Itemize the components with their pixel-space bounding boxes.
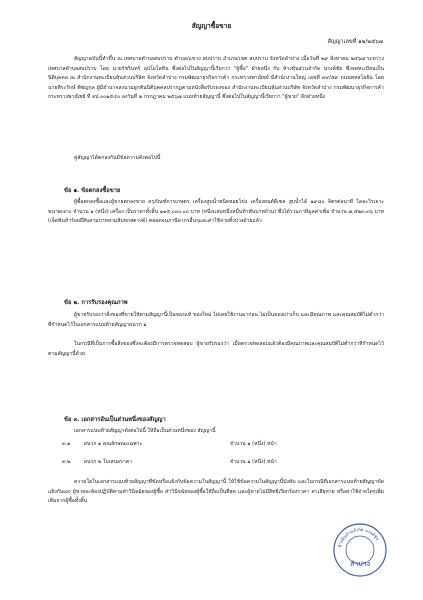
clause-3-heading: ข้อ ๓. เอกสารอันเป็นส่วนหนึ่งของสัญญา <box>64 417 166 423</box>
clause-1-heading: ข้อ ๑. ข้อตกลงซื้อขาย <box>64 188 121 194</box>
intro-paragraph: สัญญาฉบับนี้ทำขึ้น ณ เทศบาลตำบลสบปราบ ตำบล/แขวง สบปราบ อำเภอ/เขต สบปราบ จังหวัดลำปาง เมื่อวันที่ ๒๙ สิงหาคม ๒๕๖๗ ระหว่าง เทศบาลตำบลสบปราบ โดย นายรัชรินทร์ อุปโยโลทิน ซึ่งต่อไปในสัญญานี้เรียกว่า "ผู้ซื้อ" ฝ่ายหนึ่ง กับ ห้างหุ้นส่วนจำกัด นรงค์ชัย ซึ่งจดทะเบียนเป็นนิติบุคคล ณ สำนักงานทะเบียนหุ้นส่วนบริษัท จังหวัดลำปาง กรมพัฒนาธุรกิจการค้า กระทรวงพาณิชย์ มีสำนักงานใหญ่ เลขที่ ๓๙/๕๙ ถนนพหลโยธิน โดยนายพีระรักษ์ พิชญกุล ผู้มีอำนาจลงนามผูกพันนิติบุคคลปรากฏตามหนังสือรับรองของ สำนักงานทะเบียนหุ้นส่วนบริษัท จังหวัดลำปาง กรมพัฒนาธุรกิจการค้า กระทรวงพาณิชย์ ที่ ลป.๐๐๑๕๔๐ ลงวันที่ ๒ กรกฎาคม ๒๕๖๗ แนบท้ายสัญญานี้ ซึ่งต่อไปในสัญญานี้เรียกว่า "ผู้ขาย" อีกฝ่ายหนึ่ง <box>48 56 384 101</box>
annex-number: ๓.๒ <box>62 459 71 465</box>
clause-2-heading: ข้อ ๒. การรับรองคุณภาพ <box>64 300 128 306</box>
annex-number: ๓.๑ <box>62 441 71 447</box>
annex-row <box>62 458 362 468</box>
company-seal-stamp-icon <box>332 522 388 578</box>
document-title: สัญญาซื้อขาย <box>191 22 232 30</box>
clause-3-closing-paragraph: ความใดในเอกสารแนบท้ายสัญญาที่ขัดหรือแย้งกับข้อความในสัญญานี้ ให้ใช้ข้อความในสัญญานี้บังคับ และในกรณีที่เอกสารแนบท้ายสัญญาขัดแย้งกันเอง ผู้ขายจะต้องปฏิบัติตามคำวินิจฉัยของผู้ซื้อ คำวินิจฉัยของผู้ซื้อให้ถือเป็นที่สุด และผู้ขายไม่มีสิทธิเรียกร้องราคา ค่าเสียหาย หรือค่าใช้จ่ายใดๆเพิ่มเติมจากผู้ซื้อทั้งสิ้น <box>48 479 384 505</box>
stamp-ring-text: ห้างหุ้นส่วนจำกัด นรงค์ชัย <box>337 526 381 548</box>
annex-title: ผนวก ๑ คุณลักษณะเฉพาะ <box>84 441 143 447</box>
annex-page-count: จำนวน ๑ (หนึ่ง) หน้า <box>230 441 277 447</box>
clause-2-paragraph-2: ในกรณีที่เป็นการซื้อสิ่งของซึ่งจะต้องมีการตรวจทดสอบ ผู้ขายรับรองว่า เมื่อตรวจทดสอบแล้วต้องมีคุณภาพและคุณสมบัติไม่ต่ำกว่าที่กำหนดไว้ตามสัญญานี้ด้วย <box>48 341 384 357</box>
annex-page-count: จำนวน ๑ (หนึ่ง) หน้า <box>230 459 277 465</box>
annex-row <box>62 440 362 450</box>
clause-1-paragraph: ผู้ซื้อตกลงซื้อและผู้ขายตกลงขาย ครุภัณฑ์การเกษตร เครื่องสูบน้ำชนิดหอยโข่ง เครื่องยนต์ดีเซล สูบน้ำได้ ๑๙๘๐ ลิตรต่อนาที ไดอะวิรเจาะขนาดเจาะ จำนวน ๑ (หนึ่ง) เครื่อง เป็นราคาทั้งสิ้น ๑๑๕,๐๐๐.๐๐ บาท (หนึ่งแสนหนึ่งหมื่นห้าพันบาทถ้วน) ซึ่งได้รวมภาษีมูลค่าเพิ่ม จำนวน ๗,๕๒๓.๓๖ บาท (เจ็ดพันห้าร้อยยี่สิบสามบาทสามสิบหกสตางค์) ตลอดจนภาษีอากรอื่นๆและค่าใช้จ่ายทั้งปวงด้วยแล้ว <box>48 199 384 225</box>
agreement-line: คู่สัญญาได้ตกลงกันมีข้อความดังต่อไปนี้ <box>74 155 161 161</box>
contract-number: สัญญาเลขที่ ๑๒/๒๕๖๗ <box>327 39 383 45</box>
stamp-center-text: ลำปาง <box>349 560 371 568</box>
clause-2-paragraph-1: ผู้ขายรับรองว่าสิ่งของที่ขายให้ตามสัญญานี้เป็นของแท้ ของใหม่ ไม่เคยใช้งานมาก่อน ไม่เป็นของเก่าเก็บ และมีคุณภาพ และคุณสมบัติไม่ต่ำกว่าที่กำหนดไว้ในเอกสารแนบท้ายสัญญาผนวก ๑ <box>48 312 384 328</box>
clause-3-paragraph: เอกสารแนบท้ายสัญญาดังต่อไปนี้ ให้ถือเป็นส่วนหนึ่งของ สัญญานี้ <box>74 428 216 434</box>
annex-title: ผนวก ๒ ใบเสนอราคา <box>84 459 132 465</box>
